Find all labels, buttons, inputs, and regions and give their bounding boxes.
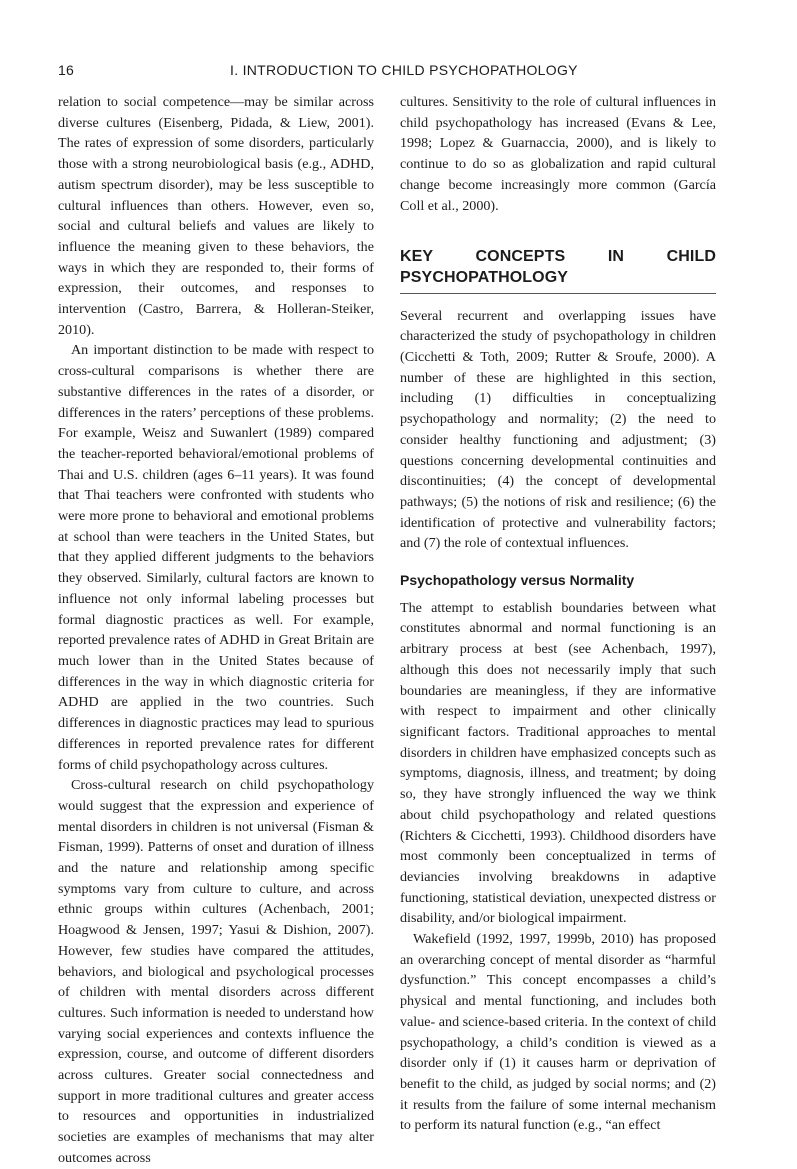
section-heading: KEY CONCEPTS IN CHILD PSYCHOPATHOLOGY bbox=[400, 247, 716, 293]
paragraph: Wakefield (1992, 1997, 1999b, 2010) has proposed an overarching concept of mental disorder as “harmful dysfunction.” This concept encompasses a child’s physical and mental functioning, and includes both value- and science-based criteria. In the context of child psychopathology, a child’s condition is viewed as a disorder only if (1) it causes harm or deprivation of benefit to the child, as judged by social norms; and (2) it results from the failure of some internal mechanism to perform its natural function (e.g., “an effect bbox=[400, 931, 716, 1134]
paragraph: relation to social competence—may be similar across diverse cultures (Eisenberg, Pidada, & Liew, 2001). The rates of expression of some disorders, particularly those with a strong neurobiological basis (e.g., ADHD, autism spectrum disorder), may be less susceptible to cultural influences than others. However, even so, social and cultural beliefs and values are likely to influence the meaning given to these behaviors, the ways in which they are responded to, their forms of expression, their outcomes, and responses to intervention (Castro, Barrera, & Holleran-Steiker, 2010). bbox=[58, 94, 374, 338]
paragraph: Cross-cultural research on child psychopathology would suggest that the expression and experience of mental disorders in children is not universal (Fisman & Fisman, 1999). Patterns of onset and duration of illness and the nature and relationship among specific symptoms vary from culture to culture, and across ethnic groups within cultures (Achenbach, 2001; Hoagwood & Jensen, 1997; Yasui & Dishion, 2007). However, few studies have compared the attitudes, behaviors, and biological and psychological processes of children with mental disorders across different cultures. Such information is needed to understand how varying social experiences and contexts influence the expression, course, and outcome of different disorders across cultures. Greater social connectedness and support in more traditional cultures and greater access to resources and opportunities in industrialized societies are examples of mechanisms that may alter outcomes across bbox=[58, 777, 374, 1166]
subsection-heading: Psychopathology versus Normality bbox=[400, 572, 635, 589]
left-column bbox=[58, 92, 374, 1169]
page-number: 16 bbox=[58, 62, 74, 78]
paragraph: An important distinction to be made with respect to cross-cultural comparisons is whether there are substantive differences in the rates of a disorder, or differences in the raters’ perceptions of these problems. For example, Weisz and Suwanlert (1989) compared the teacher-reported behavioral/emotional problems of Thai and U.S. children (ages 6–11 years). It was found that Thai teachers were confronted with students who were more prone to behavioral and emotional problems at school than were teachers in the United States, but that they applied different judgments to the behaviors they observed. Similarly, cultural factors are known to influence not only informal labeling processes but formal diagnostic practices as well. For example, reported prevalence rates of ADHD in Great Britain are much lower than in the United States because of differences in the way in which diagnostic criteria for ADHD are applied in the two countries. Such differences in diagnostic practices may lead to spurious differences in reported prevalence rates for different forms of child psychopathology across cultures. bbox=[58, 342, 374, 773]
paragraph: The attempt to establish boundaries between what constitutes abnormal and normal functioning is an arbitrary process at best (see Achenbach, 1997), although this does not necessarily imply that such boundaries are meaningless, if they are informative with respect to impairment and other clinically significant factors. Traditional approaches to mental disorders in children have emphasized concepts such as symptoms, diagnosis, illness, and treatment; by doing so, they have strongly influenced the way we think about child psychopathology and related questions (Richters & Cicchetti, 1993). Childhood disorders have most commonly been conceptualized in terms of deviancies involving breakdowns in adaptive functioning, statistical deviation, unexpected distress or disability, and/or biological impairment. bbox=[400, 599, 716, 927]
running-title: I. INTRODUCTION TO CHILD PSYCHOPATHOLOGY bbox=[230, 62, 578, 78]
paragraph: Several recurrent and overlapping issues have characterized the study of psychopathology in children (Cicchetti & Toth, 2009; Rutter & Sroufe, 2000). A number of these are highlighted in this section, including (1) difficulties in conceptualizing psychopathology and normality; (2) the need to consider healthy functioning and adjustment; (3) questions concerning developmental continuities and discontinuities; (4) the concept of developmental pathways; (5) the notions of risk and resilience; (6) the identification of protective and vulnerability factors; and (7) the role of contextual influences. bbox=[400, 307, 716, 552]
running-head bbox=[0, 62, 797, 80]
paragraph: cultures. Sensitivity to the role of cultural influences in child psychopathology has increased (Evans & Lee, 1998; Lopez & Guarnaccia, 2000), and is likely to continue to do so as globalization and rapid cultural change become increasingly more common (García Coll et al., 2000). bbox=[400, 94, 716, 214]
right-column bbox=[400, 92, 716, 1136]
